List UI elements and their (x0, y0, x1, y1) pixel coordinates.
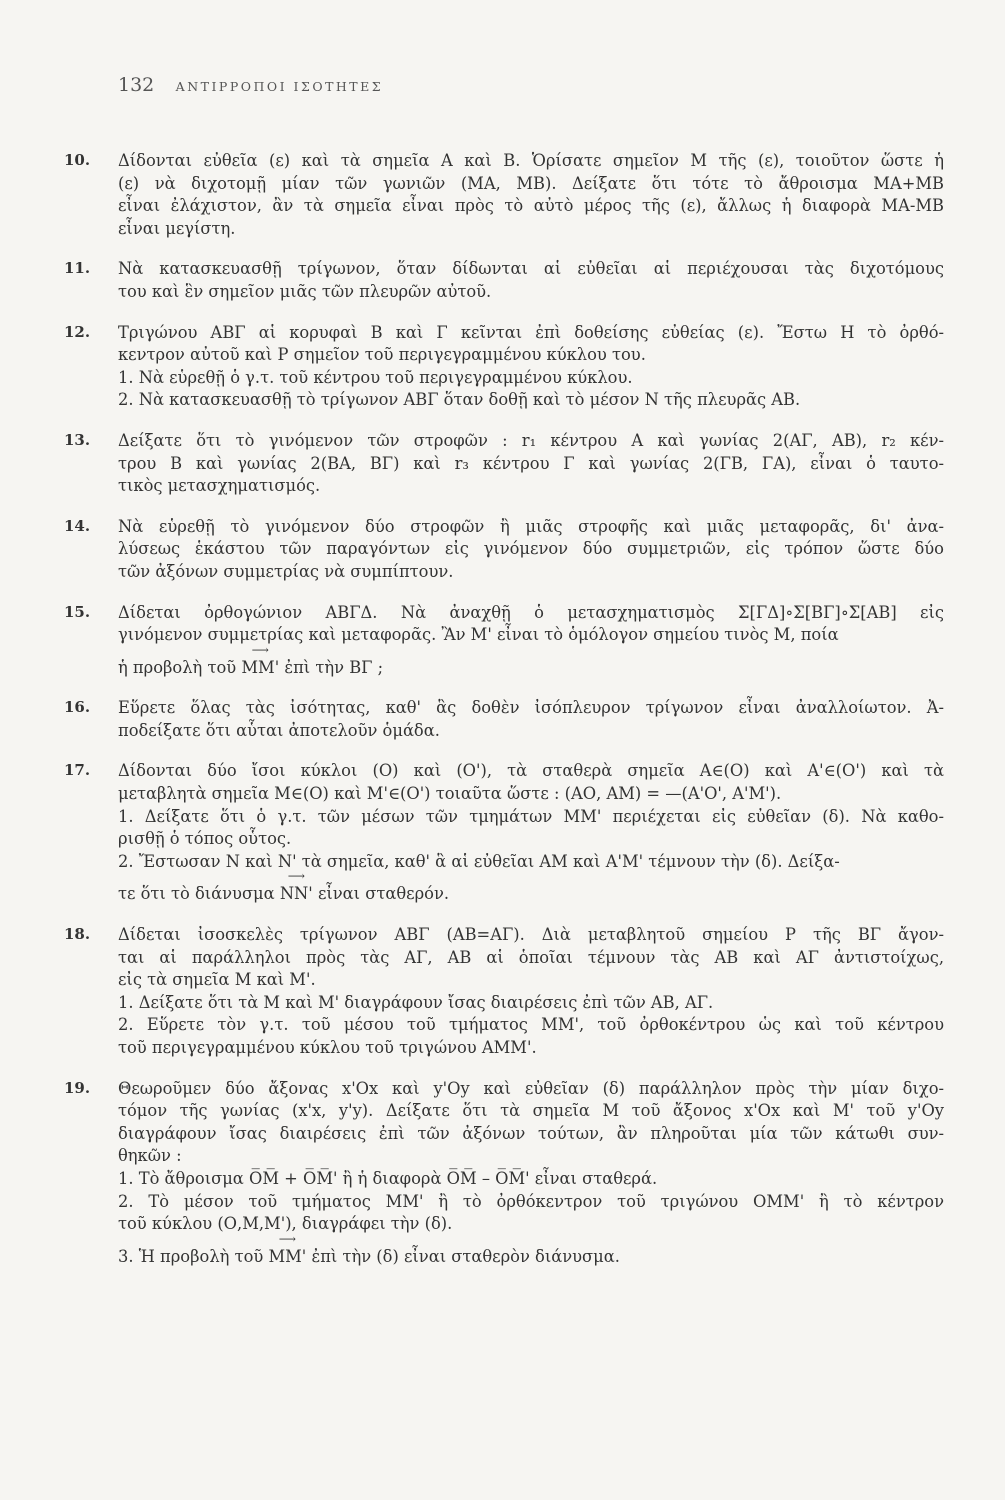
text-line: τρου Β καὶ γωνίας 2(ΒΑ, ΒΓ) καὶ r₃ κέντρου Γ καὶ γωνίας 2(ΓΒ, ΓΑ), εἶναι ὁ ταυτο- (118, 453, 944, 473)
exercise-text (118, 516, 944, 584)
exercise-text (118, 322, 944, 412)
problem-list (64, 150, 944, 1286)
text-line: Δίδεται ὀρθογώνιον ΑΒΓΔ. Νὰ ἀναχθῇ ὁ μετασχηματισμὸς Σ[ΓΔ]∘Σ[ΒΓ]∘Σ[ΑΒ] εἰς (118, 602, 944, 622)
text-line: ποδείξατε ὅτι αὗται ἀποτελοῦν ὁμάδα. (118, 720, 440, 740)
vector-label: ΝΝ' (279, 884, 313, 904)
text-line: ρισθῇ ὁ τόπος οὗτος. (118, 829, 292, 849)
text-line: γινόμενον συμμετρίας καὶ μεταφορᾶς. Ἂν Μ' εἶναι τὸ ὁμόλογον σημείου τινὸς Μ, ποία (118, 625, 839, 645)
exercise-number: 16. (64, 698, 91, 717)
text-line: του καὶ ἓν σημεῖον μιᾶς τῶν πλευρῶν αὐτοῦ. (118, 281, 492, 301)
text-line: λύσεως ἑκάστου τῶν παραγόντων εἰς γινόμενον δύο συμμετριῶν, εἰς τρόπον ὥστε δύο (118, 539, 944, 559)
vector-line (118, 1231, 944, 1269)
text-line: ται αἱ παράλληλοι πρὸς τὰς ΑΓ, ΑΒ αἱ ὁποῖαι τέμνουν τὰς ΑΒ καὶ ΑΓ ἀντιστοίχως, (118, 947, 944, 967)
exercise-text (118, 258, 944, 303)
text-line: 2. Νὰ κατασκευασθῇ τὸ τρίγωνον ΑΒΓ ὅταν δοθῇ καὶ τὸ μέσον Ν τῆς πλευρᾶς ΑΒ. (118, 390, 801, 410)
vector-line (118, 642, 944, 680)
text-line: Εὕρετε ὅλας τὰς ἰσότητας, καθ' ἃς δοθὲν ἰσόπλευρον τρίγωνον εἶναι ἀναλλοίωτον. Ἀ- (118, 698, 944, 718)
vector-line-prefix: τε ὅτι τὸ διάνυσμα (118, 884, 280, 904)
vector-notation (279, 869, 313, 906)
exercise-17 (64, 760, 944, 906)
exercise-text (118, 924, 944, 1060)
text-line: 2. Τὸ μέσον τοῦ τμήματος ΜΜ' ἢ τὸ ὀρθόκεντρον τοῦ τριγώνου ΟΜΜ' ἢ τὸ κέντρον (118, 1191, 944, 1211)
text-line: τοῦ κύκλου (Ο,Μ,Μ'), διαγράφει τὴν (δ). (118, 1214, 453, 1234)
text-line: θηκῶν : (118, 1146, 182, 1166)
text-line: εἶναι ἐλάχιστον, ἂν τὰ σημεῖα εἶναι πρὸς τὸ αὐτὸ μέρος τῆς (ε), ἄλλως ἡ διαφορὰ MA-MB (118, 196, 944, 216)
vector-line-prefix: ἡ προβολὴ τοῦ (118, 657, 242, 677)
vector-arrow-icon: ⟶ (251, 642, 269, 657)
exercise-19 (64, 1078, 944, 1269)
vector-label: ΜΜ' (268, 1246, 307, 1266)
exercise-12 (64, 322, 944, 412)
text-line: τῶν ἀξόνων συμμετρίας νὰ συμπίπτουν. (118, 561, 454, 581)
text-line: Δίδονται εὐθεῖα (ε) καὶ τὰ σημεῖα A καὶ B. Ὁρίσατε σημεῖον M τῆς (ε), τοιοῦτον ὥστε ἡ (118, 151, 944, 170)
exercise-13 (64, 430, 944, 498)
text-line: 1. Νὰ εὑρεθῇ ὁ γ.τ. τοῦ κέντρου τοῦ περιγεγραμμένου κύκλου. (118, 367, 633, 387)
text-line: Δείξατε ὅτι τὸ γινόμενον τῶν στροφῶν : r₁ κέντρου Α καὶ γωνίας 2(ΑΓ, ΑΒ), r₂ κέν- (118, 430, 944, 450)
text-line: (ε) νὰ διχοτομῇ μίαν τῶν γωνιῶν (MA, MB). Δείξατε ὅτι τότε τὸ ἄθροισμα MA+MB (118, 173, 944, 193)
text-line: τόμον τῆς γωνίας (x'x, y'y). Δείξατε ὅτι τὰ σημεῖα Μ τοῦ ἄξονος x'Ox καὶ Μ' τοῦ y'Oy (118, 1101, 944, 1121)
text-line: 1. Τὸ ἄθροισμα O̅M̅ + O̅M̅' ἢ ἡ διαφορὰ O̅M̅ – O̅M̅' εἶναι σταθερά. (118, 1168, 658, 1188)
text-line: μεταβλητὰ σημεῖα Μ∈(Ο) καὶ Μ'∈(Ο') τοιαῦτα ὥστε : (ΑΟ, ΑΜ) = —(Α'Ο', Α'Μ'). (118, 784, 782, 804)
exercise-number: 17. (64, 761, 91, 780)
exercise-text (118, 150, 944, 240)
vector-arrow-icon: ⟶ (278, 1231, 296, 1246)
text-line: Τριγώνου ΑΒΓ αἱ κορυφαὶ Β καὶ Γ κεῖνται ἐπὶ δοθείσης εὐθείας (ε). Ἔστω Η τὸ ὀρθό- (118, 322, 944, 342)
exercise-number: 12. (64, 322, 91, 341)
vector-arrow-icon: ⟶ (287, 869, 305, 884)
exercise-text (118, 760, 944, 906)
exercise-18 (64, 924, 944, 1060)
text-line: διαγράφουν ἴσας διαιρέσεις ἐπὶ τῶν ἀξόνων τούτων, ἂν πληροῦται μία τῶν κάτωθι συν- (118, 1123, 944, 1143)
vector-line-suffix: ἐπὶ τὴν (δ) εἶναι σταθερὸν διάνυσμα. (306, 1246, 620, 1266)
text-line: Νὰ κατασκευασθῇ τρίγωνον, ὅταν δίδωνται αἱ εὐθεῖαι αἱ περιέχουσαι τὰς διχοτόμους (118, 259, 944, 279)
exercise-text (118, 697, 944, 742)
text-line: Δίδεται ἰσοσκελὲς τρίγωνον ΑΒΓ (ΑΒ=ΑΓ). Διὰ μεταβλητοῦ σημείου Ρ τῆς ΒΓ ἄγον- (118, 925, 944, 945)
exercise-number: 13. (64, 430, 91, 449)
vector-notation (268, 1231, 307, 1269)
text-line: Θεωροῦμεν δύο ἄξονας x'Ox καὶ y'Oy καὶ εὐθεῖαν (δ) παράλληλον πρὸς τὴν μίαν διχο- (118, 1078, 944, 1098)
exercise-number: 10. (64, 151, 91, 169)
text-line: 1. Δείξατε ὅτι τὰ Μ καὶ Μ' διαγράφουν ἴσας διαιρέσεις ἐπὶ τῶν ΑΒ, ΑΓ. (118, 992, 714, 1012)
exercise-text (118, 430, 944, 498)
exercise-number: 11. (64, 259, 91, 278)
exercise-14 (64, 516, 944, 584)
vector-line-suffix: εἶναι σταθερόν. (312, 884, 450, 904)
exercise-10 (64, 150, 944, 240)
exercise-15 (64, 602, 944, 680)
text-line: Νὰ εὑρεθῇ τὸ γινόμενον δύο στροφῶν ἢ μιᾶς στροφῆς καὶ μιᾶς μεταφορᾶς, δι' ἀνα- (118, 516, 944, 536)
text-line: τικὸς μετασχηματισμός. (118, 476, 321, 496)
exercise-text (118, 602, 944, 680)
vector-line (118, 869, 944, 906)
exercise-number: 18. (64, 925, 91, 944)
exercise-16 (64, 697, 944, 742)
text-line: 1. Δείξατε ὅτι ὁ γ.τ. τῶν μέσων τῶν τμημάτων ΜΜ' περιέχεται εἰς εὐθεῖαν (δ). Νὰ καθο- (118, 806, 944, 826)
vector-line-suffix: ἐπὶ τὴν ΒΓ ; (279, 657, 384, 677)
exercise-number: 14. (64, 516, 91, 535)
text-line: Δίδονται δύο ἴσοι κύκλοι (Ο) καὶ (Ο'), τὰ σταθερὰ σημεῖα Α∈(Ο) καὶ Α'∈(Ο') καὶ τὰ (118, 761, 944, 781)
text-line: 2. Εὕρετε τὸν γ.τ. τοῦ μέσου τοῦ τμήματος ΜΜ', τοῦ ὀρθοκέντρου ὡς καὶ τοῦ κέντρου (118, 1015, 944, 1035)
vector-notation (241, 642, 280, 680)
vector-line-prefix: 3. Ἡ προβολὴ τοῦ (118, 1246, 269, 1266)
exercise-number: 19. (64, 1078, 91, 1097)
page-header (118, 74, 383, 96)
exercise-11 (64, 258, 944, 303)
page-number: 132 (118, 74, 155, 96)
text-line: εἶναι μεγίστη. (118, 218, 236, 238)
exercise-number: 15. (64, 602, 91, 621)
text-line: τοῦ περιγεγραμμένου κύκλου τοῦ τριγώνου ΑΜΜ'. (118, 1038, 537, 1057)
text-line: εἰς τὰ σημεῖα Μ καὶ Μ'. (118, 970, 316, 990)
text-line: 2. Ἔστωσαν Ν καὶ Ν' τὰ σημεῖα, καθ' ἃ αἱ εὐθεῖαι ΑΜ καὶ Α'Μ' τέμνουν τὴν (δ). Δείξα- (118, 851, 840, 871)
vector-label: ΜΜ' (241, 657, 280, 677)
exercise-text (118, 1078, 944, 1269)
running-title: ΑΝΤΙΡΡΟΠΟΙ ΙΣΟΤΗΤΕΣ (175, 79, 384, 94)
text-line: κεντρον αὐτοῦ καὶ Ρ σημεῖον τοῦ περιγεγραμμένου κύκλου του. (118, 345, 646, 365)
